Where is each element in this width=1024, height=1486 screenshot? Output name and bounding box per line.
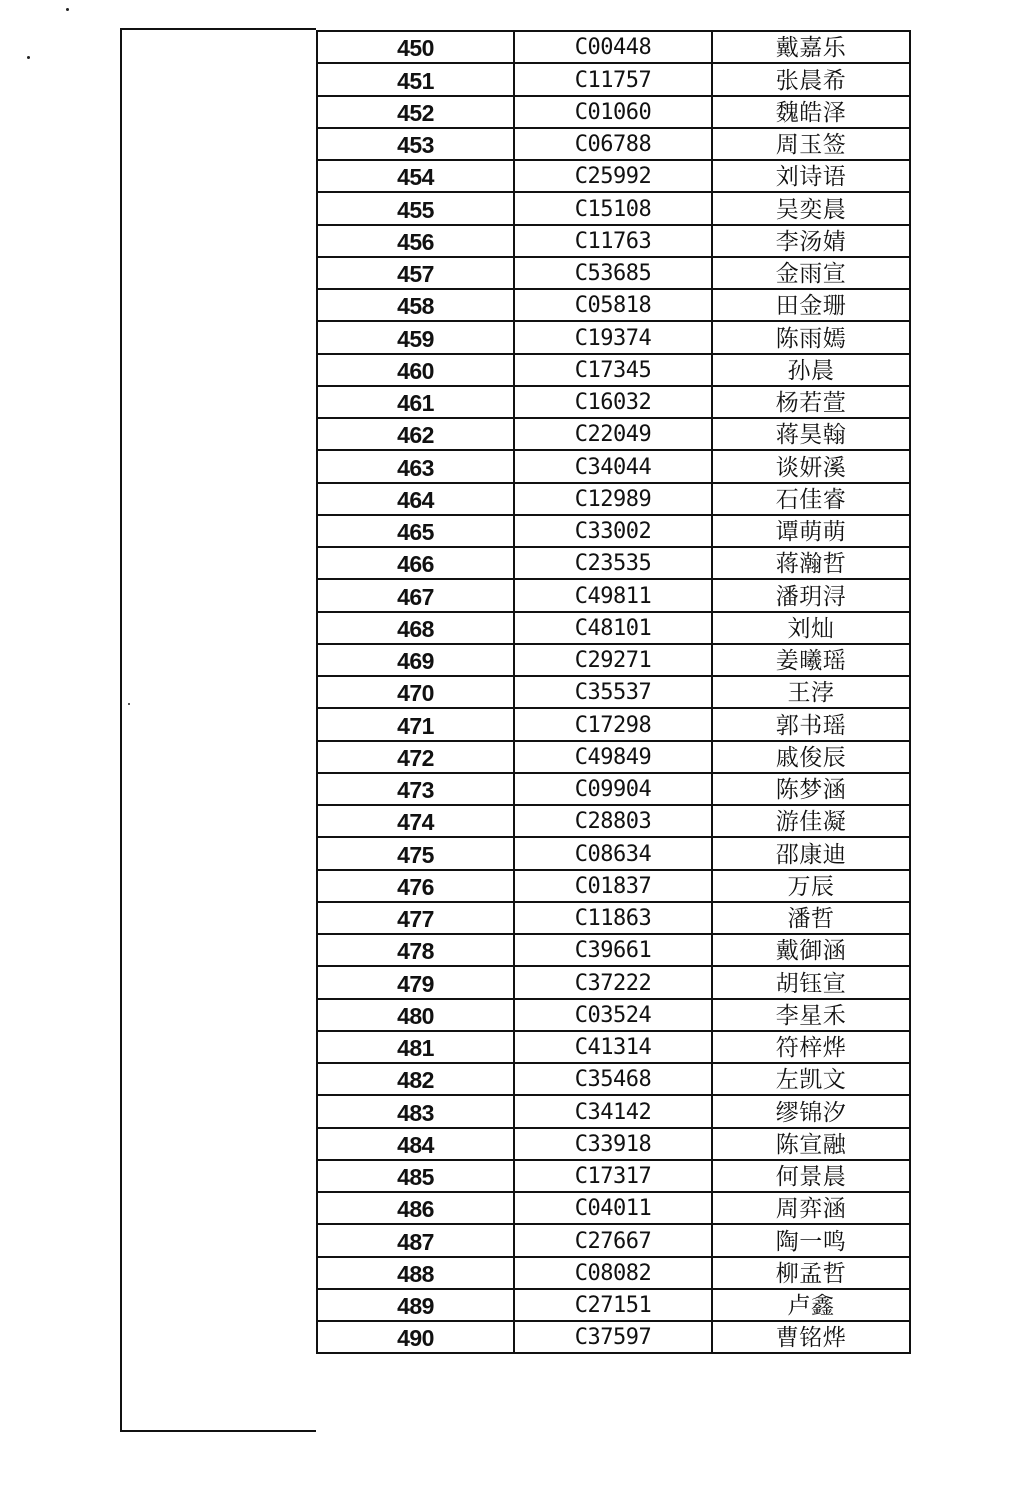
student-code-cell: C29271 [514, 644, 712, 676]
table-row [317, 934, 910, 966]
student-name-cell: 戴御涵 [712, 934, 910, 966]
student-name-cell: 杨若萱 [712, 386, 910, 418]
student-name-cell: 胡钰宣 [712, 966, 910, 998]
student-code-cell: C12989 [514, 483, 712, 515]
row-number-cell: 473 [317, 773, 514, 805]
table-row [317, 225, 910, 257]
table-row [317, 741, 910, 773]
row-number-cell: 462 [317, 418, 514, 450]
row-number-cell: 453 [317, 128, 514, 160]
student-name-cell: 谭萌萌 [712, 515, 910, 547]
table-row [317, 1321, 910, 1353]
table-row [317, 870, 910, 902]
table-row [317, 676, 910, 708]
row-number-cell: 457 [317, 257, 514, 289]
row-number-cell: 467 [317, 579, 514, 611]
row-number-cell: 461 [317, 386, 514, 418]
row-number-cell: 459 [317, 321, 514, 353]
table-row [317, 483, 910, 515]
row-number-cell: 469 [317, 644, 514, 676]
row-number-cell: 466 [317, 547, 514, 579]
row-number-cell: 481 [317, 1031, 514, 1063]
student-name-cell: 潘哲 [712, 902, 910, 934]
scan-speck-mark [66, 8, 69, 11]
student-code-cell: C08634 [514, 837, 712, 869]
student-code-cell: C11763 [514, 225, 712, 257]
student-name-cell: 周玉签 [712, 128, 910, 160]
student-name-cell: 蒋瀚哲 [712, 547, 910, 579]
student-name-cell: 陈梦涵 [712, 773, 910, 805]
table-row [317, 321, 910, 353]
scan-speck-mark [27, 56, 30, 59]
student-name-cell: 姜曦瑶 [712, 644, 910, 676]
student-name-cell: 戴嘉乐 [712, 31, 910, 63]
row-number-cell: 490 [317, 1321, 514, 1353]
student-code-cell: C01060 [514, 96, 712, 128]
student-name-cell: 万辰 [712, 870, 910, 902]
table-row [317, 160, 910, 192]
table-row [317, 708, 910, 740]
student-code-cell: C09904 [514, 773, 712, 805]
table-row [317, 96, 910, 128]
student-name-cell: 谈妍溪 [712, 450, 910, 482]
student-code-cell: C17298 [514, 708, 712, 740]
student-code-cell: C05818 [514, 289, 712, 321]
student-code-cell: C15108 [514, 192, 712, 224]
student-name-cell: 何景晨 [712, 1160, 910, 1192]
student-name-cell: 张晨希 [712, 63, 910, 95]
row-number-cell: 479 [317, 966, 514, 998]
student-code-cell: C48101 [514, 612, 712, 644]
table-row [317, 354, 910, 386]
table-row [317, 1192, 910, 1224]
student-code-cell: C22049 [514, 418, 712, 450]
student-code-cell: C41314 [514, 1031, 712, 1063]
student-code-cell: C08082 [514, 1257, 712, 1289]
table-row [317, 1224, 910, 1256]
table-row [317, 63, 910, 95]
student-code-cell: C33918 [514, 1128, 712, 1160]
table-row [317, 644, 910, 676]
student-name-cell: 李星禾 [712, 999, 910, 1031]
table-row [317, 1257, 910, 1289]
student-name-cell: 陶一鸣 [712, 1224, 910, 1256]
student-name-cell: 周弈涵 [712, 1192, 910, 1224]
table-row [317, 579, 910, 611]
row-number-cell: 454 [317, 160, 514, 192]
table-row [317, 1289, 910, 1321]
row-number-cell: 475 [317, 837, 514, 869]
table-row [317, 1095, 910, 1127]
student-code-cell: C33002 [514, 515, 712, 547]
row-number-cell: 458 [317, 289, 514, 321]
row-number-cell: 478 [317, 934, 514, 966]
row-number-cell: 455 [317, 192, 514, 224]
table-row [317, 192, 910, 224]
student-name-cell: 戚俊辰 [712, 741, 910, 773]
student-code-cell: C11863 [514, 902, 712, 934]
student-name-cell: 吴奕晨 [712, 192, 910, 224]
table-row [317, 31, 910, 63]
row-number-cell: 486 [317, 1192, 514, 1224]
student-code-cell: C35468 [514, 1063, 712, 1095]
row-number-cell: 463 [317, 450, 514, 482]
row-number-cell: 470 [317, 676, 514, 708]
student-name-cell: 陈雨嫣 [712, 321, 910, 353]
row-number-cell: 474 [317, 805, 514, 837]
row-number-cell: 477 [317, 902, 514, 934]
student-code-cell: C28803 [514, 805, 712, 837]
student-name-cell: 卢鑫 [712, 1289, 910, 1321]
student-name-cell: 潘玥浔 [712, 579, 910, 611]
table-row [317, 1031, 910, 1063]
student-code-cell: C16032 [514, 386, 712, 418]
row-number-cell: 487 [317, 1224, 514, 1256]
merged-group-cell [120, 28, 316, 1432]
row-number-cell: 472 [317, 741, 514, 773]
row-number-cell: 450 [317, 31, 514, 63]
student-code-cell: C37597 [514, 1321, 712, 1353]
row-number-cell: 476 [317, 870, 514, 902]
table-row [317, 1160, 910, 1192]
row-number-cell: 460 [317, 354, 514, 386]
table-row [317, 837, 910, 869]
student-code-cell: C39661 [514, 934, 712, 966]
student-code-cell: C25992 [514, 160, 712, 192]
row-number-cell: 485 [317, 1160, 514, 1192]
table-row [317, 805, 910, 837]
row-number-cell: 465 [317, 515, 514, 547]
student-code-cell: C17345 [514, 354, 712, 386]
row-number-cell: 489 [317, 1289, 514, 1321]
student-name-cell: 邵康迪 [712, 837, 910, 869]
student-code-cell: C35537 [514, 676, 712, 708]
table-row [317, 450, 910, 482]
student-code-cell: C34044 [514, 450, 712, 482]
student-name-cell: 左凯文 [712, 1063, 910, 1095]
table-row [317, 418, 910, 450]
student-code-cell: C27667 [514, 1224, 712, 1256]
table-row [317, 128, 910, 160]
student-name-cell: 陈宣融 [712, 1128, 910, 1160]
table-row [317, 1128, 910, 1160]
table-row [317, 289, 910, 321]
student-name-cell: 符梓烨 [712, 1031, 910, 1063]
row-number-cell: 452 [317, 96, 514, 128]
student-name-cell: 柳孟哲 [712, 1257, 910, 1289]
row-number-cell: 468 [317, 612, 514, 644]
table-row [317, 386, 910, 418]
student-code-cell: C11757 [514, 63, 712, 95]
student-code-cell: C00448 [514, 31, 712, 63]
student-name-cell: 郭书瑶 [712, 708, 910, 740]
row-number-cell: 484 [317, 1128, 514, 1160]
row-number-cell: 464 [317, 483, 514, 515]
row-number-cell: 451 [317, 63, 514, 95]
student-name-cell: 刘诗语 [712, 160, 910, 192]
table-row [317, 257, 910, 289]
student-code-cell: C01837 [514, 870, 712, 902]
student-name-cell: 石佳睿 [712, 483, 910, 515]
row-number-cell: 456 [317, 225, 514, 257]
student-name-cell: 王浡 [712, 676, 910, 708]
student-code-cell: C49811 [514, 579, 712, 611]
row-number-cell: 480 [317, 999, 514, 1031]
student-name-cell: 金雨宣 [712, 257, 910, 289]
table-row [317, 612, 910, 644]
student-code-cell: C04011 [514, 1192, 712, 1224]
table-row [317, 1063, 910, 1095]
student-name-cell: 魏皓泽 [712, 96, 910, 128]
table-row [317, 773, 910, 805]
row-number-cell: 483 [317, 1095, 514, 1127]
table-row [317, 999, 910, 1031]
student-name-cell: 李汤婧 [712, 225, 910, 257]
student-name-cell: 缪锦汐 [712, 1095, 910, 1127]
student-code-cell: C49849 [514, 741, 712, 773]
student-name-cell: 游佳凝 [712, 805, 910, 837]
row-number-cell: 482 [317, 1063, 514, 1095]
row-number-cell: 488 [317, 1257, 514, 1289]
student-code-cell: C27151 [514, 1289, 712, 1321]
student-name-cell: 蒋昊翰 [712, 418, 910, 450]
student-code-cell: C23535 [514, 547, 712, 579]
table-row [317, 966, 910, 998]
row-number-cell: 471 [317, 708, 514, 740]
student-code-cell: C03524 [514, 999, 712, 1031]
roster-table [316, 30, 911, 1354]
student-code-cell: C17317 [514, 1160, 712, 1192]
student-code-cell: C53685 [514, 257, 712, 289]
table-row [317, 547, 910, 579]
student-code-cell: C34142 [514, 1095, 712, 1127]
table-row [317, 902, 910, 934]
student-name-cell: 田金珊 [712, 289, 910, 321]
roster-table-body [317, 31, 910, 1353]
student-code-cell: C19374 [514, 321, 712, 353]
student-code-cell: C37222 [514, 966, 712, 998]
student-name-cell: 曹铭烨 [712, 1321, 910, 1353]
student-name-cell: 刘灿 [712, 612, 910, 644]
student-name-cell: 孙晨 [712, 354, 910, 386]
table-row [317, 515, 910, 547]
student-code-cell: C06788 [514, 128, 712, 160]
